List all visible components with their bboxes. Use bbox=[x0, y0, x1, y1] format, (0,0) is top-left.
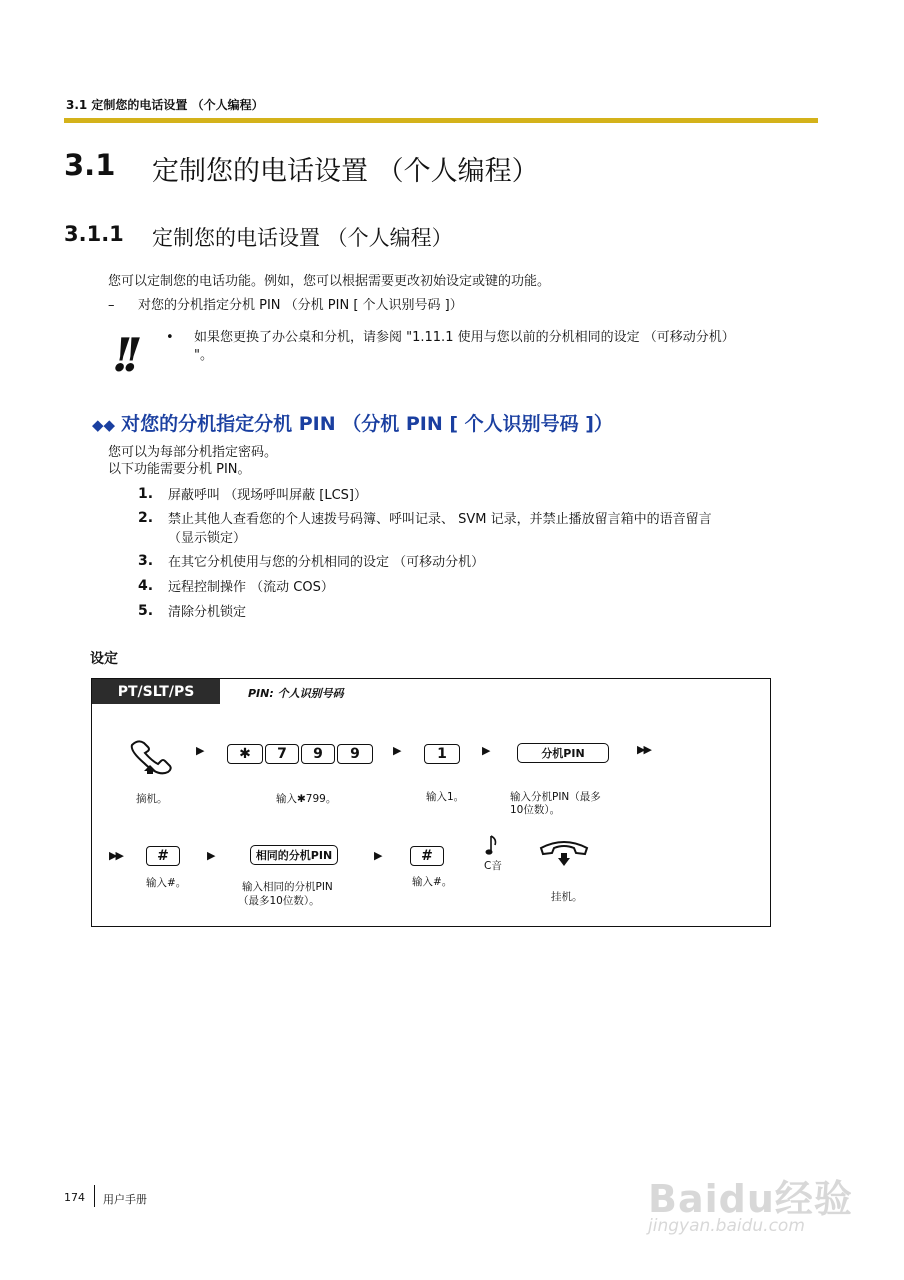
caption-enter-799: 输入✱799。 bbox=[276, 793, 337, 805]
caption-enter-hash-second: 输入#。 bbox=[412, 876, 453, 888]
double-arrow-icon: ▶▶ bbox=[109, 849, 122, 862]
key-hash: # bbox=[146, 846, 180, 866]
list-item: 禁止其他人查看您的个人速拨号码簿、呼叫记录、 SVM 记录，并禁止播放留言箱中的语音留言 bbox=[168, 512, 712, 527]
feature-desc: 您可以为每部分机指定密码。 bbox=[108, 445, 278, 460]
softkey-same-pin: 相同的分机PIN bbox=[250, 845, 338, 865]
running-header: 3.1 定制您的电话设置 （个人编程） bbox=[66, 98, 264, 112]
note-text-cont: "。 bbox=[194, 348, 213, 363]
key-9: 9 bbox=[301, 744, 335, 764]
key-9-second: 9 bbox=[337, 744, 373, 764]
caption-enter-same-pin: 输入相同的分机PIN bbox=[242, 881, 333, 893]
key-star: ✱ bbox=[227, 744, 263, 764]
feature-heading bbox=[92, 409, 613, 436]
key-1: 1 bbox=[424, 744, 460, 764]
arrow-icon: ▶ bbox=[482, 744, 491, 757]
onhook-icon bbox=[538, 838, 590, 872]
phone-type-tab: PT/SLT/PS bbox=[92, 679, 220, 704]
header-rule bbox=[64, 118, 818, 123]
list-item: 清除分机锁定 bbox=[168, 605, 247, 620]
intro-line: 您可以定制您的电话功能。例如，您可以根据需要更改初始设定或键的功能。 bbox=[108, 274, 551, 289]
caption-onhook: 挂机。 bbox=[551, 891, 583, 903]
watermark-url: jingyan.baidu.com bbox=[648, 1216, 805, 1236]
item-number: 5. bbox=[138, 603, 154, 619]
pin-note: PIN: 个人识别号码 bbox=[248, 687, 344, 700]
book-title: 用户手册 bbox=[103, 1193, 147, 1206]
arrow-icon: ▶ bbox=[374, 849, 383, 862]
arrow-icon: ▶ bbox=[196, 744, 205, 757]
double-arrow-icon: ▶▶ bbox=[637, 743, 650, 756]
list-item: 远程控制操作 （流动 COS） bbox=[168, 580, 334, 595]
subsection-title: 定制您的电话设置 （个人编程） bbox=[152, 226, 453, 250]
intro-dash: – bbox=[108, 298, 115, 313]
list-item-cont: （显示锁定） bbox=[168, 531, 247, 546]
settings-label: 设定 bbox=[90, 651, 118, 667]
key-7: 7 bbox=[265, 744, 299, 764]
arrow-icon: ▶ bbox=[393, 744, 402, 757]
item-number: 3. bbox=[138, 553, 154, 569]
caption-enter-pin: 输入分机PIN（最多 bbox=[510, 791, 601, 803]
caption-offhook: 摘机。 bbox=[136, 793, 168, 805]
list-item: 在其它分机使用与您的分机相同的设定 （可移动分机） bbox=[168, 555, 485, 570]
softkey-ext-pin: 分机PIN bbox=[517, 743, 609, 763]
caption-enter-1: 输入1。 bbox=[426, 791, 465, 803]
item-number: 1. bbox=[138, 486, 154, 502]
caption-enter-pin-cont: 10位数）。 bbox=[510, 804, 561, 816]
key-hash-second: # bbox=[410, 846, 444, 866]
item-number: 4. bbox=[138, 578, 154, 594]
intro-item: 对您的分机指定分机 PIN （分机 PIN [ 个人识别号码 ]） bbox=[138, 298, 463, 313]
offhook-icon bbox=[128, 737, 176, 775]
note-icon: !! bbox=[112, 328, 133, 382]
arrow-icon: ▶ bbox=[207, 849, 216, 862]
note-bullet: • bbox=[166, 330, 174, 345]
subsection-number: 3.1.1 bbox=[64, 222, 124, 246]
diamond-icon: ◆◆ bbox=[92, 416, 116, 434]
section-number: 3.1 bbox=[64, 148, 116, 182]
page-number: 174 bbox=[64, 1191, 85, 1204]
item-number: 2. bbox=[138, 510, 154, 526]
caption-enter-same-pin-cont: （最多10位数）。 bbox=[238, 895, 320, 907]
section-title: 定制您的电话设置 （个人编程） bbox=[152, 156, 539, 187]
feature-title: 对您的分机指定分机 PIN （分机 PIN [ 个人识别号码 ]） bbox=[121, 413, 613, 435]
caption-c-tone: C音 bbox=[484, 860, 502, 872]
footer-divider bbox=[94, 1185, 95, 1207]
list-item: 屏蔽呼叫 （现场呼叫屏蔽 [LCS]） bbox=[168, 488, 367, 503]
tone-icon bbox=[485, 834, 499, 858]
note-text: 如果您更换了办公桌和分机，请参阅 "1.11.1 使用与您以前的分机相同的设定 （可移动分机） bbox=[194, 330, 735, 345]
feature-desc-2: 以下功能需要分机 PIN。 bbox=[108, 462, 251, 477]
caption-enter-hash: 输入#。 bbox=[146, 877, 187, 889]
watermark-logo: Baidu经验 bbox=[648, 1177, 853, 1221]
